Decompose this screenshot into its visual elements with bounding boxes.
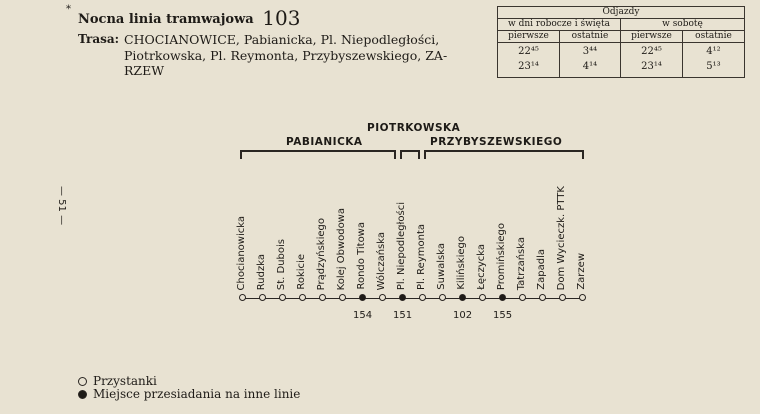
transfer-line-number: 151: [393, 310, 413, 321]
stop-marker: [519, 294, 526, 301]
legend-transfer-label: Miejsce przesiadania na inne linie: [93, 387, 301, 401]
bracket-tick: [240, 150, 242, 159]
stop-label: Zarzew: [576, 253, 587, 290]
time-cell: 4¹⁴: [582, 61, 598, 72]
departures-table: [497, 6, 745, 78]
stop-label: Chocianowicka: [236, 215, 247, 290]
stop-marker: [419, 294, 426, 301]
time-cell: 22⁴⁵: [641, 46, 662, 57]
stop-marker: [479, 294, 486, 301]
page-number: — 51 —: [56, 186, 67, 226]
weekday-header: w dni robocze i święta: [508, 19, 610, 29]
stop-marker: [239, 294, 246, 301]
time-cell: 3⁴⁴: [582, 46, 598, 57]
stop-label: St. Dubois: [276, 238, 287, 290]
stop-label: Wólczańska: [376, 231, 387, 290]
stop-label: Prądzyńskiego: [316, 217, 327, 290]
stop-marker: [319, 294, 326, 301]
time-cell: 4¹²: [706, 46, 721, 57]
stop-marker: [279, 294, 286, 301]
legend-transfer: [78, 387, 300, 401]
street-label-pabianicka: PABIANICKA: [286, 136, 363, 148]
route-line: [242, 298, 582, 299]
street-label-piotrkowska: PIOTRKOWSKA: [367, 122, 461, 134]
stop-label: Rudzka: [256, 253, 267, 290]
transfer-line-number: 155: [493, 310, 513, 321]
stop-label: Tatrzańska: [516, 236, 527, 290]
stop-marker: [439, 294, 446, 301]
legend-stops: [78, 374, 157, 388]
time-cell: 23¹⁴: [641, 61, 662, 72]
street-bracket-piotrkowska: [400, 150, 420, 152]
bracket-tick: [418, 150, 420, 159]
transfer-line-number: 154: [353, 310, 373, 321]
bracket-tick: [424, 150, 426, 159]
stop-label: Suwalska: [436, 243, 447, 290]
bracket-tick: [400, 150, 402, 159]
stop-label: Kolej Obwodowa: [336, 207, 347, 290]
stop-label: Kilińskiego: [456, 236, 467, 290]
street-label-przybyszewskiego: PRZYBYSZEWSKIEGO: [430, 136, 563, 148]
transfer-stop-marker: [359, 294, 366, 301]
stop-marker: [539, 294, 546, 301]
street-bracket-przybyszewskiego: [424, 150, 584, 152]
time-cell: 5¹³: [706, 61, 721, 72]
stop-label: Promińskiego: [496, 222, 507, 290]
time-cell: 22⁴⁵: [518, 46, 539, 57]
stop-label: Rokicie: [296, 254, 307, 290]
open-circle-icon: [78, 377, 87, 386]
stop-marker: [339, 294, 346, 301]
saturday-header: w sobotę: [662, 19, 703, 29]
stop-label: Rondo Titowa: [356, 222, 367, 290]
departures-title: Odjazdy: [602, 7, 640, 17]
bracket-tick: [582, 150, 584, 159]
legend-stops-label: Przystanki: [93, 374, 157, 388]
stop-label: Pl. Reymonta: [416, 224, 427, 290]
col-last: ostatnie: [571, 31, 609, 41]
transfer-stop-marker: [499, 294, 506, 301]
stop-label: Łęczycka: [476, 244, 487, 290]
asterisk-mark: *: [66, 4, 71, 15]
stop-marker: [259, 294, 266, 301]
stop-marker: [299, 294, 306, 301]
stop-label: Zapadla: [536, 249, 547, 290]
stop-marker: [379, 294, 386, 301]
title-text: Nocna linia tramwajowa: [78, 12, 254, 27]
street-bracket-pabianicka: [240, 150, 396, 152]
col-last: ostatnie: [695, 31, 732, 41]
table-divider: [498, 42, 744, 43]
col-first: pierwsze: [508, 31, 549, 41]
stop-label: Dom Wycieczk. PTTK: [556, 185, 567, 290]
line-number: 103: [262, 6, 301, 30]
filled-circle-icon: [78, 390, 87, 399]
time-cell: 23¹⁴: [518, 61, 539, 72]
route-text: CHOCIANOWICE, Pabianicka, Pl. Niepodległości, Piotrkowska, Pl. Reymonta, Przybyszewskiego, ZA-RZEW: [124, 32, 448, 78]
page-title: [78, 6, 300, 30]
col-first: pierwsze: [631, 31, 672, 41]
transfer-stop-marker: [459, 294, 466, 301]
transfer-line-number: 102: [453, 310, 473, 321]
bracket-tick: [394, 150, 396, 159]
stop-marker: [559, 294, 566, 301]
route-label: Trasa:: [78, 32, 120, 46]
stop-label: Pl. Niepodległości: [396, 201, 407, 290]
stop-marker: [579, 294, 586, 301]
transfer-stop-marker: [399, 294, 406, 301]
